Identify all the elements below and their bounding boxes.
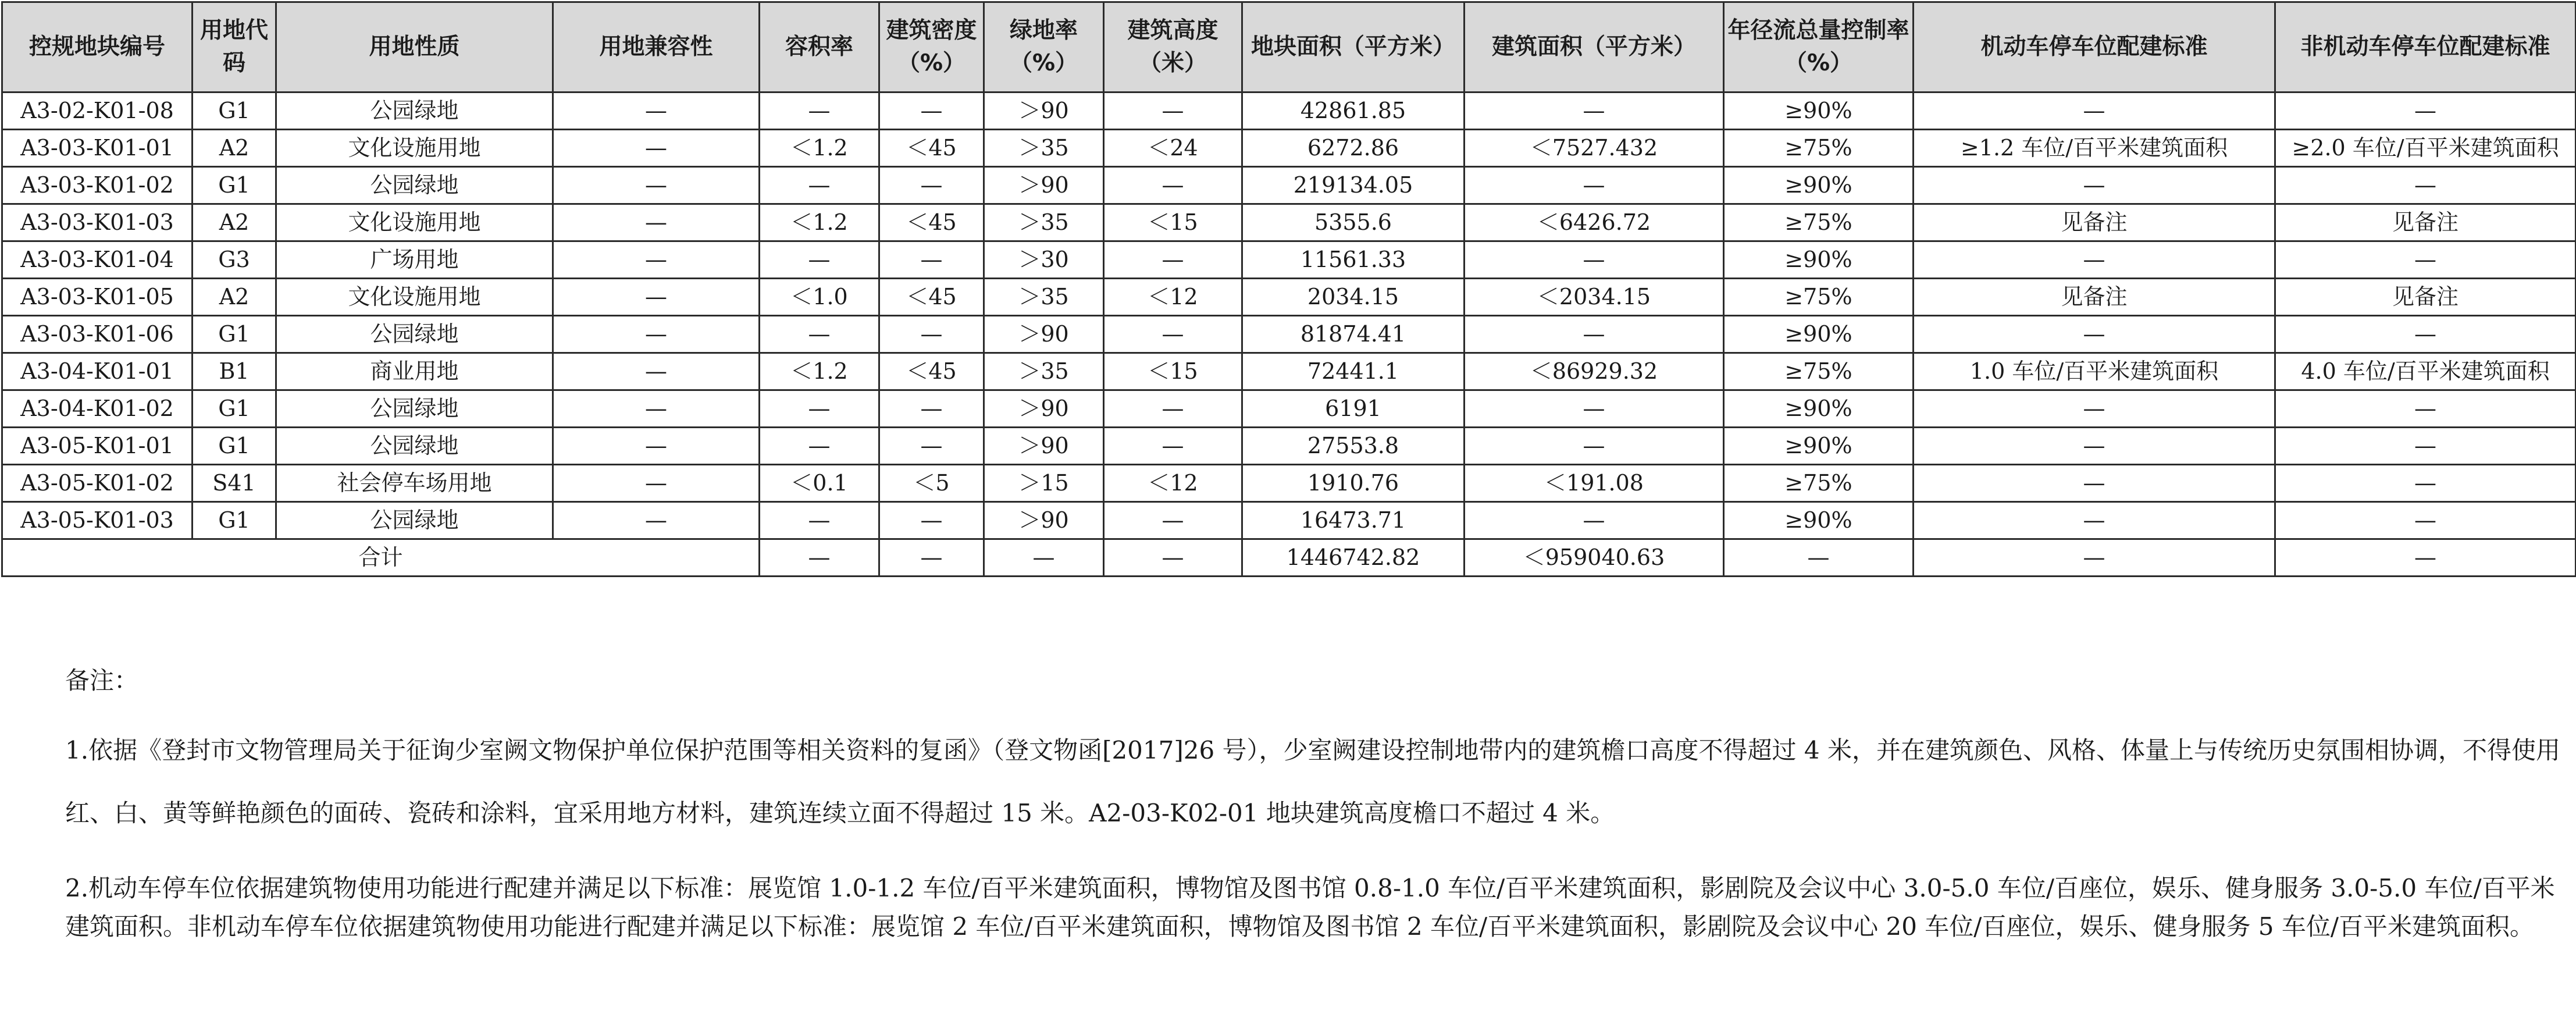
table-cell: A3-04-K01-02 [2, 390, 193, 428]
table-cell: ≥90% [1724, 316, 1914, 353]
table-cell: A3-03-K01-04 [2, 241, 193, 279]
table-cell: 公园绿地 [276, 93, 553, 130]
table-cell: — [879, 502, 984, 539]
column-header: 用地兼容性 [553, 2, 760, 93]
table-cell: ＜24 [1104, 130, 1242, 167]
table-cell: — [2275, 502, 2576, 539]
column-header: 建筑面积（平方米） [1465, 2, 1724, 93]
table-cell: — [760, 502, 879, 539]
table-cell: — [2275, 241, 2576, 279]
table-cell: ＜12 [1104, 279, 1242, 316]
table-cell: — [2275, 316, 2576, 353]
table-cell: 文化设施用地 [276, 279, 553, 316]
table-row [2, 241, 2576, 279]
table-row [2, 279, 2576, 316]
table-cell: — [760, 167, 879, 204]
table-cell: 4.0 车位/百平米建筑面积 [2275, 353, 2576, 390]
table-row [2, 428, 2576, 465]
table-cell: ＜1.2 [760, 353, 879, 390]
table-cell: A2 [193, 130, 276, 167]
column-header: 绿地率（%） [984, 2, 1104, 93]
table-cell: — [2275, 428, 2576, 465]
table-cell: — [1914, 316, 2275, 353]
table-cell: ＜7527.432 [1465, 130, 1724, 167]
table-cell: — [879, 390, 984, 428]
table-cell: 5355.6 [1242, 204, 1465, 241]
table-cell: — [879, 93, 984, 130]
table-cell: ≥90% [1724, 428, 1914, 465]
table-cell: — [1914, 502, 2275, 539]
table-cell: 219134.05 [1242, 167, 1465, 204]
table-cell: 81874.41 [1242, 316, 1465, 353]
table-cell: 公园绿地 [276, 502, 553, 539]
table-cell: — [553, 279, 760, 316]
table-cell: — [2275, 167, 2576, 204]
table-cell: ＜45 [879, 279, 984, 316]
table-cell: — [879, 428, 984, 465]
table-cell: — [553, 93, 760, 130]
table-cell: B1 [193, 353, 276, 390]
table-cell: — [553, 390, 760, 428]
table-cell: — [1104, 390, 1242, 428]
table-cell: ＞35 [984, 279, 1104, 316]
table-cell: 公园绿地 [276, 316, 553, 353]
table-row [2, 204, 2576, 241]
table-cell: ＜45 [879, 130, 984, 167]
table-cell: 社会停车场用地 [276, 465, 553, 502]
table-cell: ＜5 [879, 465, 984, 502]
table-cell: A3-05-K01-02 [2, 465, 193, 502]
table-cell: — [1914, 465, 2275, 502]
table-cell: ≥75% [1724, 279, 1914, 316]
total-cell: — [879, 539, 984, 577]
table-cell: A3-03-K01-03 [2, 204, 193, 241]
table-cell: ＜45 [879, 204, 984, 241]
table-cell: — [1914, 167, 2275, 204]
table-cell: 16473.71 [1242, 502, 1465, 539]
total-cell: ＜959040.63 [1465, 539, 1724, 577]
table-cell: — [1465, 316, 1724, 353]
table-cell: — [1104, 316, 1242, 353]
table-header [2, 2, 2576, 93]
table-cell: ≥75% [1724, 353, 1914, 390]
table-cell: — [760, 241, 879, 279]
table-cell: ＞35 [984, 130, 1104, 167]
table-cell: ≥90% [1724, 167, 1914, 204]
header-row [2, 2, 2576, 93]
table-cell: — [1104, 502, 1242, 539]
land-use-table [1, 1, 2576, 577]
table-cell: ＞90 [984, 390, 1104, 428]
table-cell: ＜6426.72 [1465, 204, 1724, 241]
table-cell: — [1914, 241, 2275, 279]
table-cell: 公园绿地 [276, 428, 553, 465]
table-cell: — [2275, 465, 2576, 502]
column-header: 地块面积（平方米） [1242, 2, 1465, 93]
note-paragraph-2: 2.机动车停车位依据建筑物使用功能进行配建并满足以下标准：展览馆 1.0-1.2 车位/百平米建筑面积，博物馆及图书馆 0.8-1.0 车位/百平米建筑面积，影剧院及会议中心 3.0-5.0 车位/百座位，娱乐、健身服务 3.0-5.0 车位/百平米建筑面积。非机动车停车位依据建筑物使用功能进行配建并满足以下标准：展览馆 2 车位/百平米建筑面积，博物馆及图书馆 2 车位/百平米建筑面积，影剧院及会议中心 20 车位/百座位，娱乐、健身服务 5 车位/百平米建筑面积。 [65, 874, 2555, 941]
table-row [2, 316, 2576, 353]
table-cell: — [760, 390, 879, 428]
column-header: 用地性质 [276, 2, 553, 93]
table-cell: 27553.8 [1242, 428, 1465, 465]
table-cell: ≥90% [1724, 390, 1914, 428]
table-cell: ＞90 [984, 167, 1104, 204]
table-cell: ＜1.2 [760, 130, 879, 167]
table-cell: ＜2034.15 [1465, 279, 1724, 316]
table-cell: ≥75% [1724, 130, 1914, 167]
table-cell: — [553, 316, 760, 353]
total-cell: 1446742.82 [1242, 539, 1465, 577]
table-row [2, 353, 2576, 390]
total-cell: — [760, 539, 879, 577]
table-cell: A3-04-K01-01 [2, 353, 193, 390]
notes-title: 备注： [65, 666, 139, 695]
table-cell: G1 [193, 316, 276, 353]
table-cell: ≥75% [1724, 465, 1914, 502]
table-cell: ≥2.0 车位/百平米建筑面积 [2275, 130, 2576, 167]
table-cell: ＞35 [984, 204, 1104, 241]
table-cell: — [1465, 241, 1724, 279]
table-cell: 42861.85 [1242, 93, 1465, 130]
table-cell: 见备注 [1914, 204, 2275, 241]
table-cell: 1.0 车位/百平米建筑面积 [1914, 353, 2275, 390]
table-cell: 1910.76 [1242, 465, 1465, 502]
table-cell: — [1104, 241, 1242, 279]
column-header: 年径流总量控制率（%） [1724, 2, 1914, 93]
table-cell: ≥90% [1724, 241, 1914, 279]
table-cell: ＞90 [984, 316, 1104, 353]
table-row [2, 130, 2576, 167]
total-label: 合计 [2, 539, 760, 577]
table-cell: 公园绿地 [276, 167, 553, 204]
table-cell: ＜1.0 [760, 279, 879, 316]
total-row [2, 539, 2576, 577]
table-cell: 见备注 [2275, 279, 2576, 316]
table-cell: G1 [193, 167, 276, 204]
table-row [2, 502, 2576, 539]
table-cell: 11561.33 [1242, 241, 1465, 279]
table-cell: S41 [193, 465, 276, 502]
total-cell: — [1104, 539, 1242, 577]
table-cell: — [1465, 167, 1724, 204]
table-cell: — [553, 130, 760, 167]
table-cell: — [553, 204, 760, 241]
table-cell: ＜15 [1104, 353, 1242, 390]
table-cell: 见备注 [2275, 204, 2576, 241]
column-header: 容积率 [760, 2, 879, 93]
table-cell: A3-05-K01-03 [2, 502, 193, 539]
table-cell: ＜0.1 [760, 465, 879, 502]
table-cell: ≥90% [1724, 502, 1914, 539]
table-cell: — [760, 316, 879, 353]
table-cell: — [1914, 93, 2275, 130]
table-cell: 商业用地 [276, 353, 553, 390]
table-cell: ＞30 [984, 241, 1104, 279]
column-header: 非机动车停车位配建标准 [2275, 2, 2576, 93]
total-cell: — [1724, 539, 1914, 577]
total-cell: — [984, 539, 1104, 577]
table-cell: — [1104, 167, 1242, 204]
table-cell: ＞90 [984, 428, 1104, 465]
column-header: 用地代码 [193, 2, 276, 93]
table-cell: — [553, 502, 760, 539]
total-cell: — [2275, 539, 2576, 577]
table-cell: — [553, 241, 760, 279]
table-cell: ＜86929.32 [1465, 353, 1724, 390]
table-cell: — [553, 465, 760, 502]
table-cell: 6272.86 [1242, 130, 1465, 167]
table-cell: ＜45 [879, 353, 984, 390]
table-cell: — [1465, 93, 1724, 130]
table-cell: A3-03-K01-06 [2, 316, 193, 353]
table-cell: A3-05-K01-01 [2, 428, 193, 465]
table-cell: A3-02-K01-08 [2, 93, 193, 130]
table-cell: ＜15 [1104, 204, 1242, 241]
table-cell: G1 [193, 428, 276, 465]
table-cell: ＜191.08 [1465, 465, 1724, 502]
table-cell: — [1104, 93, 1242, 130]
table-cell: 文化设施用地 [276, 130, 553, 167]
table-body [2, 93, 2576, 577]
column-header: 建筑高度（米） [1104, 2, 1242, 93]
table-cell: — [1465, 390, 1724, 428]
table-cell: — [553, 428, 760, 465]
table-cell: ＞90 [984, 502, 1104, 539]
table-cell: A3-03-K01-01 [2, 130, 193, 167]
table-cell: — [553, 353, 760, 390]
table-cell: — [879, 241, 984, 279]
table-cell: 2034.15 [1242, 279, 1465, 316]
total-cell: — [1914, 539, 2275, 577]
table-cell: — [1914, 428, 2275, 465]
table-cell: — [2275, 93, 2576, 130]
table-cell: — [1465, 502, 1724, 539]
table-cell: ＜1.2 [760, 204, 879, 241]
table-cell: G1 [193, 93, 276, 130]
column-header: 机动车停车位配建标准 [1914, 2, 2275, 93]
table-cell: — [760, 428, 879, 465]
table-cell: 广场用地 [276, 241, 553, 279]
table-cell: — [879, 167, 984, 204]
table-row [2, 390, 2576, 428]
table-cell: — [760, 93, 879, 130]
table-cell: A3-03-K01-05 [2, 279, 193, 316]
table-cell: 公园绿地 [276, 390, 553, 428]
table-row [2, 465, 2576, 502]
table-row [2, 167, 2576, 204]
table-cell: 6191 [1242, 390, 1465, 428]
table-cell: ＞15 [984, 465, 1104, 502]
table-cell: A2 [193, 204, 276, 241]
table-cell: — [2275, 390, 2576, 428]
table-cell: — [1465, 428, 1724, 465]
table-cell: ＞90 [984, 93, 1104, 130]
table-cell: — [553, 167, 760, 204]
table-cell: 见备注 [1914, 279, 2275, 316]
table-cell: G3 [193, 241, 276, 279]
column-header: 建筑密度（%） [879, 2, 984, 93]
table-cell: 文化设施用地 [276, 204, 553, 241]
notes-section [65, 663, 2560, 946]
table-cell: ＞35 [984, 353, 1104, 390]
table-cell: A2 [193, 279, 276, 316]
column-header: 控规地块编号 [2, 2, 193, 93]
table-cell: ≥1.2 车位/百平米建筑面积 [1914, 130, 2275, 167]
table-cell: G1 [193, 390, 276, 428]
table-cell: — [1914, 390, 2275, 428]
table-cell: 72441.1 [1242, 353, 1465, 390]
table-cell: — [1104, 428, 1242, 465]
table-cell: ≥75% [1724, 204, 1914, 241]
table-cell: — [879, 316, 984, 353]
table-cell: ＜12 [1104, 465, 1242, 502]
table-cell: G1 [193, 502, 276, 539]
note-paragraph-1: 1.依据《登封市文物管理局关于征询少室阙文物保护单位保护范围等相关资料的复函》（登文物函[2017]26 号），少室阙建设控制地带内的建筑檐口高度不得超过 4 米，并在建筑颜色、风格、体量上与传统历史氛围相协调，不得使用红、白、黄等鲜艳颜色的面砖、瓷砖和涂料，宜采用地方材料，建筑连续立面不得超过 15 米。A2-03-K02-01 地块建筑高度檐口不超过 4 米。 [65, 736, 2560, 827]
table-cell: ≥90% [1724, 93, 1914, 130]
table-row [2, 93, 2576, 130]
table-cell: A3-03-K01-02 [2, 167, 193, 204]
